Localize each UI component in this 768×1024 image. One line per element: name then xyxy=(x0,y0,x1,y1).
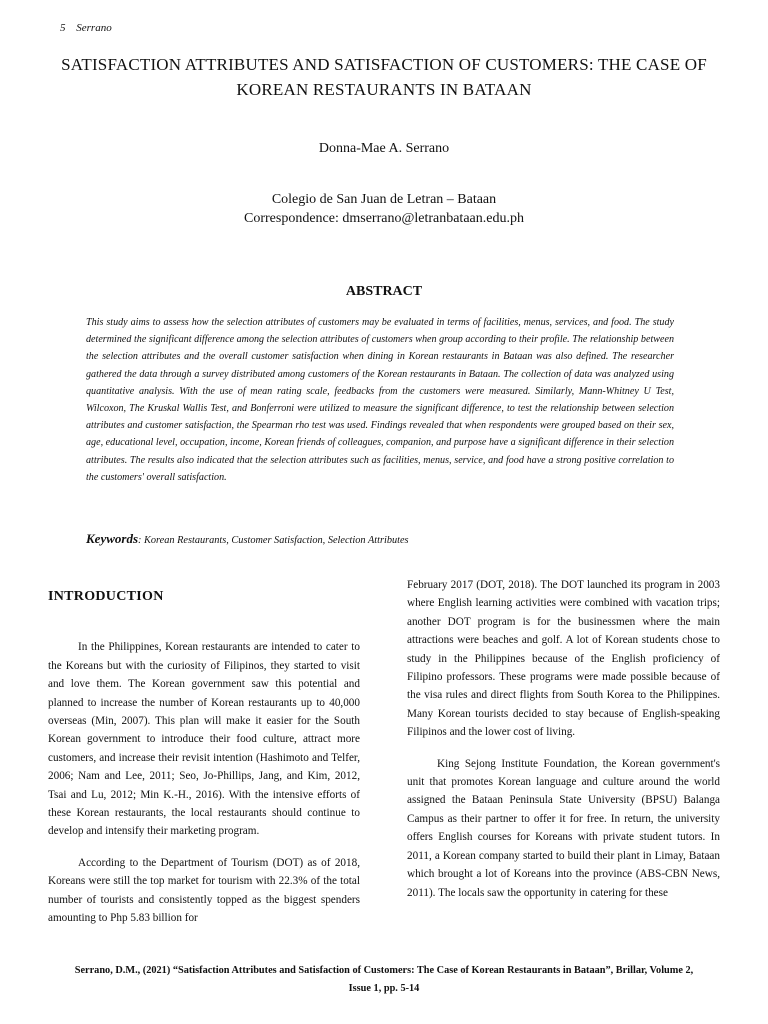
author-name: Donna-Mae A. Serrano xyxy=(318,141,450,156)
keywords-line xyxy=(86,531,409,547)
keywords-text: : Korean Restaurants, Customer Satisfaction, Selection Attributes xyxy=(138,535,409,546)
citation-line: Serrano, D.M., (2021) “Satisfaction Attributes and Satisfaction of Customers: The Case of Korean Restaurants in Bataan”, Brillar, Volume 2, xyxy=(74,965,694,976)
running-header xyxy=(60,22,112,34)
paragraph: February 2017 (DOT, 2018). The DOT launched its program in 2003 where English learning activities were combined with vacation trips; another DOT program is for the businessmen where the main attractions were beaches and golf. A lot of Korean students chose to study in the Philippines because of the English proficiency of Filipino professors. These programs were made possible because of the visa rules and direct flights from South Korea to the Philippines. Many Korean tourists decided to stay because of English-speaking Filipinos and the lower cost of living. xyxy=(407,579,720,739)
citation-footer xyxy=(40,962,728,998)
abstract-heading: ABSTRACT xyxy=(345,284,423,299)
keywords-label: Keywords xyxy=(86,531,138,546)
right-column xyxy=(407,576,720,915)
page-number: 5 xyxy=(60,22,66,34)
paragraph: According to the Department of Tourism (DOT) as of 2018, Koreans were still the top market for tourism with 22.3% of the total number of tourists and consistently topped as the biggest spenders amounting to Php 5.83 billion for xyxy=(48,856,360,925)
introduction-heading: INTRODUCTION xyxy=(48,589,164,604)
running-author: Serrano xyxy=(76,22,112,34)
left-column xyxy=(48,588,360,941)
institution: Colegio de San Juan de Letran – Bataan xyxy=(271,192,497,207)
abstract-text: This study aims to assess how the selection attributes of customers may be evaluated in terms of facilities, menus, services, and food. The study determined the significant difference among the selection attributes of customers when group according to their profile. The relationship between the selection attributes and the overall customer satisfaction when dining in Korean restaurants in Bataan was also defined. The researcher gathered the data through a survey distributed among customers of the Korean restaurants in Bataan. The collection of data was analyzed using quantitative analysis. With the use of mean rating scale, feedbacks from the customers were measured. Similarly, Mann-Whitney U Test, Wilcoxon, The Kruskal Wallis Test, and Bonferroni were utilized to measure the significant difference, to test the relationship between selection attributes and customer satisfaction, the Spearman rho test was used. Findings revealed that when respondents were grouped based on their sex, age, educational level, occupation, income, Korean friends of colleagues, companion, and purpose have a significant difference in their selection attributes. The results also indicated that the selection attributes such as facilities, menus, service, and food have a strong positive correlation to the customers' overall satisfaction. xyxy=(86,317,674,483)
paragraph: In the Philippines, Korean restaurants are intended to cater to the Koreans but with the curiosity of Filipinos, they started to visit and love them. The Korean government saw this potential and planned to increase the number of Korean restaurants up to 40,000 overseas (Min, 2007). This plan will make it easier for the South Korean government to introduce their food culture, attract more customers, and increase their revisit intention (Hashimoto and Telfer, 2006; Nam and Lee, 2011; Seo, Jo-Phillips, Jang, and Kim, 2012, Tsai and Lu, 2012; Min K.-H., 2016). With the intensive efforts of these Korean restaurants, the local restaurants should continue to develop and intensify their marketing program. xyxy=(48,641,360,838)
correspondence-email: Correspondence: dmserrano@letranbataan.edu.ph xyxy=(244,211,524,226)
affiliation-block xyxy=(0,190,768,228)
citation-line: Issue 1, pp. 5-14 xyxy=(348,983,420,994)
paragraph: King Sejong Institute Foundation, the Korean government's unit that promotes Korean language and culture around the world assigned the Bataan Peninsula State University (BPSU) Balanga Campus as their partner to offer it for free. In return, the university offers English courses for Koreans with private student tutors. In 2011, a Korean company started to build their plant in Limay, Bataan which brought a lot of Koreans into the province (ABS-CBN News, 2011). The locals saw the opportunity in catering for these xyxy=(407,757,720,899)
paper-title: SATISFACTION ATTRIBUTES AND SATISFACTION OF CUSTOMERS: THE CASE OF KOREAN RESTAURANTS IN BATAAN xyxy=(61,55,707,99)
